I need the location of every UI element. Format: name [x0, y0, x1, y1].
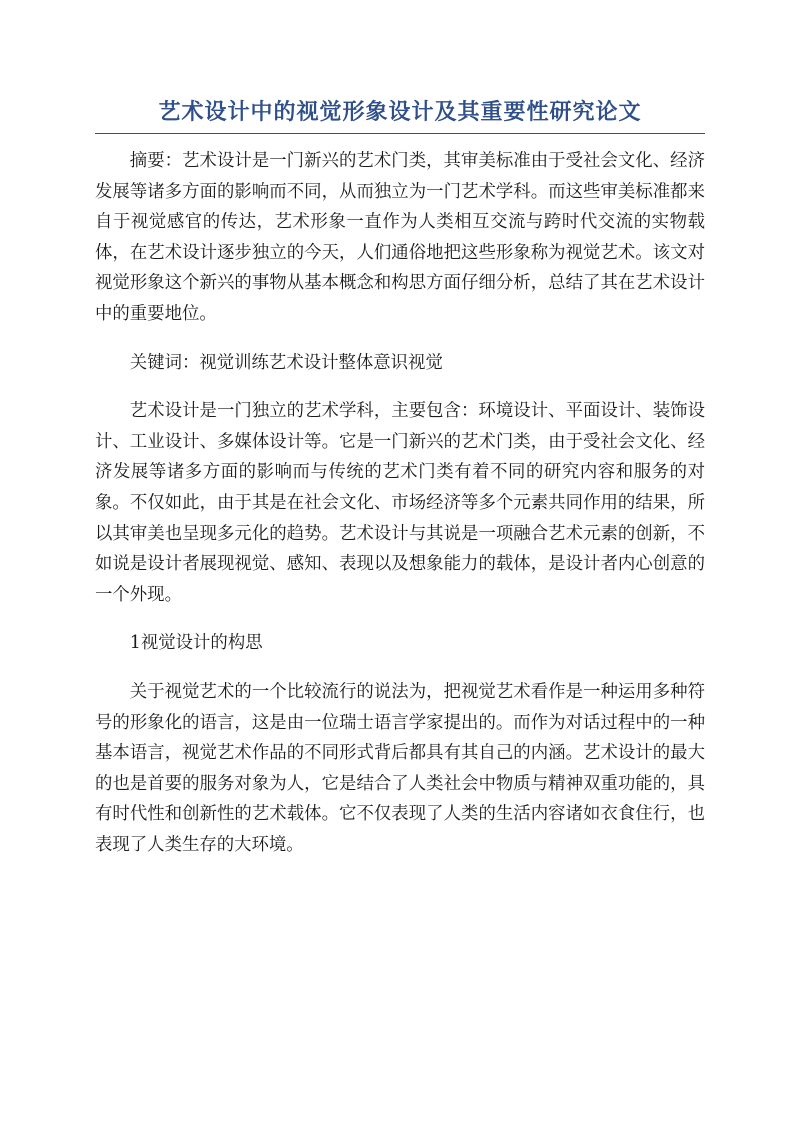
document-body — [95, 146, 705, 878]
section-paragraph: 关于视觉艺术的一个比较流行的说法为，把视觉艺术看作是一种运用多种符号的形象化的语言，这是由一位瑞士语言学家提出的。而作为对话过程中的一种基本语言，视觉艺术作品的不同形式背后都具有其自己的内涵。艺术设计的最大的也是首要的服务对象为人，它是结合了人类社会中物质与精神双重功能的，具有时代性和创新性的艺术载体。它不仅表现了人类的生活内容诸如衣食住行，也表现了人类生存的大环境。 — [95, 681, 705, 855]
title-underline — [95, 133, 705, 134]
keywords-paragraph: 关键词：视觉训练艺术设计整体意识视觉 — [129, 352, 443, 373]
section-heading: 1视觉设计的构思 — [129, 633, 263, 654]
document-title: 艺术设计中的视觉形象设计及其重要性研究论文 — [158, 99, 642, 125]
abstract-paragraph: 摘要：艺术设计是一门新兴的艺术门类，其审美标准由于受社会文化、经济发展等诸多方面的影响而不同，从而独立为一门艺术学科。而这些审美标准都来自于视觉感官的传达，艺术形象一直作为人类相互交流与跨时代交流的实物载体，在艺术设计逐步独立的今天，人们通俗地把这些形象称为视觉艺术。该文对视觉形象这个新兴的事物从基本概念和构思方面仔细分析，总结了其在艺术设计中的重要地位。 — [95, 151, 705, 324]
intro-paragraph: 艺术设计是一门独立的艺术学科，主要包含：环境设计、平面设计、装饰设计、工业设计、多媒体设计等。它是一门新兴的艺术门类，由于受社会文化、经济发展等诸多方面的影响而与传统的艺术门类有着不同的研究内容和服务的对象。不仅如此，由于其是在社会文化、市场经济等多个元素共同作用的结果，所以其审美也呈现多元化的趋势。艺术设计与其说是一项融合艺术元素的创新，不如说是设计者展现视觉、感知、表现以及想象能力的载体，是设计者内心创意的一个外现。 — [95, 401, 705, 605]
